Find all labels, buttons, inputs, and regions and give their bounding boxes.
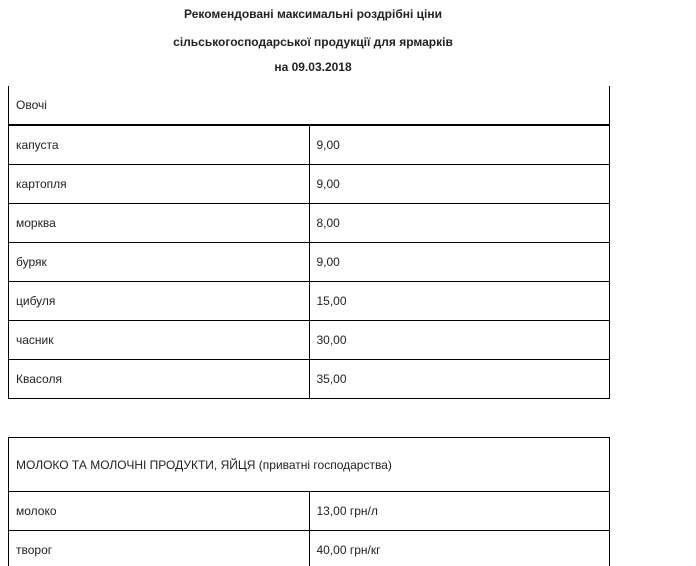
dairy-category-row xyxy=(9,438,610,492)
vegetables-category-row xyxy=(9,86,610,125)
vegetables-category-label: Овочі xyxy=(9,86,610,125)
product-name: морква xyxy=(9,204,310,243)
product-price: 13,00 грн/л xyxy=(309,492,610,531)
product-price: 40,00 грн/кг xyxy=(309,531,610,566)
table-row xyxy=(9,243,610,282)
product-price: 30,00 xyxy=(309,321,610,360)
table-row xyxy=(9,360,610,399)
product-price: 9,00 xyxy=(309,165,610,204)
product-price: 9,00 xyxy=(309,243,610,282)
page-title-line-2: сільськогосподарської продукції для ярмарків xyxy=(173,35,453,49)
table-row xyxy=(9,125,610,165)
product-name: картопля xyxy=(9,165,310,204)
table-row xyxy=(9,204,610,243)
product-name: творог xyxy=(9,531,310,566)
dairy-price-table xyxy=(8,437,610,566)
product-name: цибуля xyxy=(9,282,310,321)
dairy-category-label: МОЛОКО ТА МОЛОЧНІ ПРОДУКТИ, ЯЙЦЯ (приватні господарства) xyxy=(9,438,610,492)
product-name: буряк xyxy=(9,243,310,282)
table-row xyxy=(9,282,610,321)
table-row xyxy=(9,165,610,204)
product-name: Квасоля xyxy=(9,360,310,399)
product-price: 15,00 xyxy=(309,282,610,321)
table-row xyxy=(9,321,610,360)
product-name: часник xyxy=(9,321,310,360)
product-price: 35,00 xyxy=(309,360,610,399)
table-row xyxy=(9,531,610,566)
product-price: 9,00 xyxy=(309,125,610,165)
product-name: капуста xyxy=(9,125,310,165)
table-row xyxy=(9,492,610,531)
page-date: на 09.03.2018 xyxy=(274,60,352,74)
vegetables-price-table xyxy=(8,86,610,399)
product-name: молоко xyxy=(9,492,310,531)
product-price: 8,00 xyxy=(309,204,610,243)
page-title-line-1: Рекомендовані максимальні роздрібні ціни xyxy=(184,7,442,21)
